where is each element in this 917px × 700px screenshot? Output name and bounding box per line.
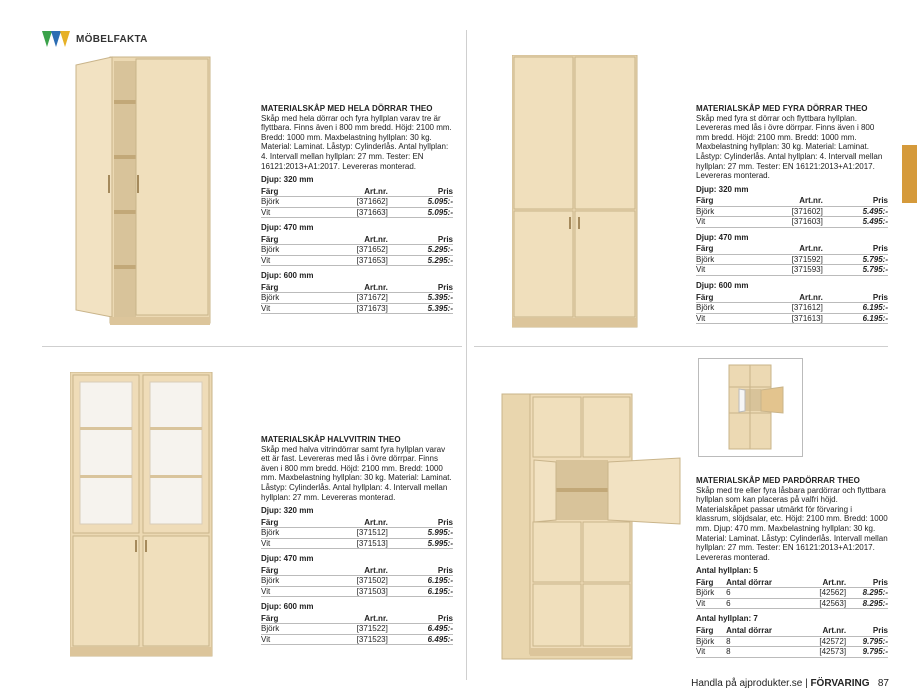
product-half-vitrin bbox=[261, 435, 453, 645]
col-header-price: Pris bbox=[872, 577, 888, 587]
cell-art: [371513] bbox=[308, 538, 388, 549]
price-table bbox=[696, 578, 888, 610]
cell-art: [371663] bbox=[308, 207, 388, 218]
depth-label: Djup: 470 mm bbox=[261, 554, 314, 564]
cell-color: Björk bbox=[261, 624, 308, 635]
price-table bbox=[696, 293, 888, 325]
cell-art: [371652] bbox=[308, 245, 388, 256]
cell-price: 6.195:- bbox=[823, 313, 888, 324]
cell-art: [371592] bbox=[743, 254, 823, 265]
cell-color: Vit bbox=[261, 303, 308, 314]
table-row bbox=[696, 598, 888, 609]
product-four-doors bbox=[696, 104, 888, 324]
cell-doors: 6 bbox=[726, 598, 802, 609]
depth-label: Djup: 470 mm bbox=[261, 223, 314, 233]
row-divider-right bbox=[474, 346, 888, 347]
cell-price: 5.395:- bbox=[388, 293, 453, 304]
col-header-art: Art.nr. bbox=[364, 234, 388, 244]
cell-art: [371662] bbox=[308, 197, 388, 208]
col-header-color: Färg bbox=[696, 244, 714, 254]
col-header-color: Färg bbox=[261, 186, 279, 196]
cell-color: Björk bbox=[696, 206, 743, 217]
brand-name: MÖBELFAKTA bbox=[76, 33, 148, 45]
depth-label: Djup: 600 mm bbox=[696, 280, 749, 290]
table-row bbox=[261, 207, 453, 218]
brand-mark-icon bbox=[42, 29, 70, 49]
col-header-price: Pris bbox=[437, 613, 453, 623]
cell-art: [371673] bbox=[308, 303, 388, 314]
product-title: MATERIALSKÅP MED PARDÖRRAR THEO bbox=[696, 476, 860, 485]
cell-price: 5.795:- bbox=[823, 265, 888, 276]
product-description: Skåp med halva vitrindörrar samt fyra hyllplan varav ett är fast. Levereras med lås i övre dörrpar. Finns även i 800 mm bredd. Höjd: 2100 mm. Bredd: 1000 mm. Maxbelastning hyllplan: 30 kg. Material: Laminat. Låstyp: Cylinderlås. Antal hyllplan: 4. Intervall mellan hyllplan: 27 mm. Levereras monterad. bbox=[261, 444, 452, 502]
price-table bbox=[261, 614, 453, 646]
cell-color: Björk bbox=[696, 588, 726, 599]
col-header-price: Pris bbox=[437, 282, 453, 292]
cell-price: 5.295:- bbox=[388, 245, 453, 256]
cell-price: 6.495:- bbox=[388, 634, 453, 645]
cell-color: Vit bbox=[261, 207, 308, 218]
table-row bbox=[696, 254, 888, 265]
col-header-doors: Antal dörrar bbox=[726, 577, 772, 587]
cell-color: Björk bbox=[261, 245, 308, 256]
cell-art: [371603] bbox=[743, 217, 823, 228]
page-number: 87 bbox=[877, 678, 889, 689]
cell-color: Björk bbox=[261, 528, 308, 539]
table-row bbox=[696, 636, 888, 647]
product-description: Skåp med tre eller fyra låsbara pardörrar och flyttbara hyllplan som kan placeras på valfri höjd. Materialskåpet passar utmärkt för förvaring i klassrum, slöjdsalar, etc. Höjd: 2100 mm. Bredd: 1000 mm. Djup: 470 mm. Maxbelastning hyllplan: 30 kg. Material: Laminat. Låstyp: Cylinderlås. Intervall mellan hyllplan: 27 mm. Tester: EN 16121:2013+A1:2017. Levereras monterad. bbox=[696, 485, 888, 562]
shelf-count-label: Antal hyllplan: 5 bbox=[696, 566, 758, 576]
page-footer bbox=[691, 678, 889, 689]
cell-price: 5.995:- bbox=[388, 538, 453, 549]
cell-color: Björk bbox=[696, 254, 743, 265]
depth-label: Djup: 320 mm bbox=[696, 184, 749, 194]
table-row bbox=[261, 255, 453, 266]
col-header-color: Färg bbox=[261, 282, 279, 292]
col-header-price: Pris bbox=[872, 244, 888, 254]
cabinet-thumbnail-image bbox=[699, 359, 802, 456]
col-header-art: Art.nr. bbox=[364, 282, 388, 292]
brand-logo bbox=[42, 29, 148, 49]
table-row bbox=[261, 576, 453, 587]
col-header-art: Art.nr. bbox=[822, 626, 847, 636]
cell-price: 5.295:- bbox=[388, 255, 453, 266]
cell-price: 9.795:- bbox=[846, 647, 888, 658]
cell-color: Björk bbox=[261, 293, 308, 304]
depth-label: Djup: 470 mm bbox=[696, 232, 749, 242]
price-table bbox=[261, 187, 453, 219]
cell-color: Vit bbox=[261, 538, 308, 549]
cell-art: [371502] bbox=[308, 576, 388, 587]
depth-label: Djup: 320 mm bbox=[261, 175, 314, 185]
cell-color: Björk bbox=[261, 576, 308, 587]
table-row bbox=[261, 528, 453, 539]
col-header-color: Färg bbox=[696, 196, 714, 206]
product-title: MATERIALSKÅP HALVVITRIN THEO bbox=[261, 435, 401, 444]
table-row bbox=[261, 538, 453, 549]
col-header-price: Pris bbox=[437, 186, 453, 196]
col-header-art: Art.nr. bbox=[799, 292, 823, 302]
price-table bbox=[696, 626, 888, 658]
col-header-art: Art.nr. bbox=[364, 613, 388, 623]
table-row bbox=[696, 313, 888, 324]
cell-price: 5.795:- bbox=[823, 254, 888, 265]
table-row bbox=[261, 586, 453, 597]
cell-art: [42562] bbox=[802, 588, 846, 599]
cell-art: [371613] bbox=[743, 313, 823, 324]
product-pair-doors bbox=[696, 476, 888, 658]
price-table bbox=[261, 235, 453, 267]
table-row bbox=[696, 588, 888, 599]
depth-label: Djup: 600 mm bbox=[261, 602, 314, 612]
table-row bbox=[261, 293, 453, 304]
table-row bbox=[261, 197, 453, 208]
product-description: Skåp med hela dörrar och fyra hyllplan varav tre är flyttbara. Finns även i 800 mm bredd. Höjd: 2100 mm. Bredd: 1000 mm. Maxbelastning hyllplan: 30 kg. Material: Laminat. Låstyp: Cylinderlås. Antal hyllplan: 4. Intervall mellan hyllplan: 27 mm. Tester: EN 16121:2013+A1:2017. Levereras monterad. bbox=[261, 113, 452, 171]
col-header-price: Pris bbox=[437, 234, 453, 244]
cell-color: Björk bbox=[261, 197, 308, 208]
table-row bbox=[261, 303, 453, 314]
table-row bbox=[261, 634, 453, 645]
cell-price: 6.195:- bbox=[823, 303, 888, 314]
col-header-doors: Antal dörrar bbox=[726, 626, 772, 636]
cell-color: Björk bbox=[696, 636, 726, 647]
cell-art: [42573] bbox=[802, 647, 846, 658]
cell-color: Björk bbox=[696, 303, 743, 314]
price-table bbox=[261, 518, 453, 550]
col-header-art: Art.nr. bbox=[799, 244, 823, 254]
col-header-color: Färg bbox=[261, 613, 279, 623]
cell-art: [371503] bbox=[308, 586, 388, 597]
price-table bbox=[261, 566, 453, 598]
cell-doors: 8 bbox=[726, 636, 802, 647]
row-divider-left bbox=[42, 346, 462, 347]
col-header-color: Färg bbox=[261, 517, 279, 527]
col-header-price: Pris bbox=[872, 626, 888, 636]
cell-art: [371523] bbox=[308, 634, 388, 645]
table-row bbox=[261, 245, 453, 256]
col-header-price: Pris bbox=[437, 517, 453, 527]
product-title: MATERIALSKÅP MED FYRA DÖRRAR THEO bbox=[696, 104, 868, 113]
depth-label: Djup: 320 mm bbox=[261, 506, 314, 516]
shelf-count-label: Antal hyllplan: 7 bbox=[696, 614, 758, 624]
cabinet-half-vitrin-image bbox=[70, 372, 215, 660]
cell-art: [371612] bbox=[743, 303, 823, 314]
price-table bbox=[696, 196, 888, 228]
col-header-art: Art.nr. bbox=[822, 577, 847, 587]
footer-separator: | bbox=[805, 678, 808, 689]
section-tab bbox=[902, 145, 917, 203]
cell-art: [371672] bbox=[308, 293, 388, 304]
cell-art: [42572] bbox=[802, 636, 846, 647]
cell-price: 6.195:- bbox=[388, 586, 453, 597]
cell-art: [371653] bbox=[308, 255, 388, 266]
col-header-price: Pris bbox=[872, 292, 888, 302]
footer-section: FÖRVARING bbox=[810, 678, 870, 689]
table-row bbox=[696, 265, 888, 276]
col-header-color: Färg bbox=[261, 565, 279, 575]
col-header-art: Art.nr. bbox=[364, 565, 388, 575]
cell-doors: 8 bbox=[726, 647, 802, 658]
cell-art: [371512] bbox=[308, 528, 388, 539]
cell-price: 8.295:- bbox=[846, 588, 888, 599]
col-header-price: Pris bbox=[437, 565, 453, 575]
col-header-color: Färg bbox=[696, 626, 714, 636]
cabinet-pair-doors-image bbox=[500, 392, 685, 664]
col-header-art: Art.nr. bbox=[799, 196, 823, 206]
table-row bbox=[696, 206, 888, 217]
cell-color: Vit bbox=[696, 217, 743, 228]
cell-price: 6.195:- bbox=[388, 576, 453, 587]
table-row bbox=[261, 624, 453, 635]
cell-art: [371593] bbox=[743, 265, 823, 276]
product-title: MATERIALSKÅP MED HELA DÖRRAR THEO bbox=[261, 104, 433, 113]
cell-price: 8.295:- bbox=[846, 598, 888, 609]
table-row bbox=[696, 647, 888, 658]
cell-art: [42563] bbox=[802, 598, 846, 609]
col-header-art: Art.nr. bbox=[364, 517, 388, 527]
cell-price: 5.495:- bbox=[823, 206, 888, 217]
col-header-price: Pris bbox=[872, 196, 888, 206]
cell-art: [371522] bbox=[308, 624, 388, 635]
cell-price: 6.495:- bbox=[388, 624, 453, 635]
footer-site-link[interactable]: Handla på ajprodukter.se bbox=[691, 678, 803, 689]
cell-color: Vit bbox=[261, 255, 308, 266]
product-full-doors bbox=[261, 104, 453, 314]
cell-price: 5.095:- bbox=[388, 197, 453, 208]
col-header-color: Färg bbox=[261, 234, 279, 244]
cell-price: 5.395:- bbox=[388, 303, 453, 314]
cell-color: Vit bbox=[696, 647, 726, 658]
table-row bbox=[696, 217, 888, 228]
price-table bbox=[696, 244, 888, 276]
cell-price: 5.995:- bbox=[388, 528, 453, 539]
cell-color: Vit bbox=[696, 598, 726, 609]
cell-price: 5.095:- bbox=[388, 207, 453, 218]
column-divider bbox=[466, 30, 467, 680]
cell-doors: 6 bbox=[726, 588, 802, 599]
depth-label: Djup: 600 mm bbox=[261, 271, 314, 281]
price-table bbox=[261, 283, 453, 315]
cell-price: 5.495:- bbox=[823, 217, 888, 228]
cell-price: 9.795:- bbox=[846, 636, 888, 647]
cell-color: Vit bbox=[696, 265, 743, 276]
cell-color: Vit bbox=[696, 313, 743, 324]
col-header-color: Färg bbox=[696, 292, 714, 302]
col-header-color: Färg bbox=[696, 577, 714, 587]
col-header-art: Art.nr. bbox=[364, 186, 388, 196]
cell-art: [371602] bbox=[743, 206, 823, 217]
table-row bbox=[696, 303, 888, 314]
cabinet-four-doors-image bbox=[512, 55, 642, 330]
cabinet-full-doors-image bbox=[74, 55, 214, 330]
cell-color: Vit bbox=[261, 634, 308, 645]
product-description: Skåp med fyra st dörrar och flyttbara hyllplan. Levereras med lås i övre dörrpar. Finns även i 800 mm bredd. Höjd: 2100 mm. Bredd: 1000 mm. Maxbelastning hyllplan: 30 kg. Material: Laminat. Låstyp: Cylinderlås. Antal hyllplan: 4. Intervall mellan hyllplan: 27 mm. Tester: EN 16121:2013+A1:2017. Levereras monterad. bbox=[696, 113, 883, 181]
cabinet-thumbnail bbox=[698, 358, 803, 457]
cell-color: Vit bbox=[261, 586, 308, 597]
